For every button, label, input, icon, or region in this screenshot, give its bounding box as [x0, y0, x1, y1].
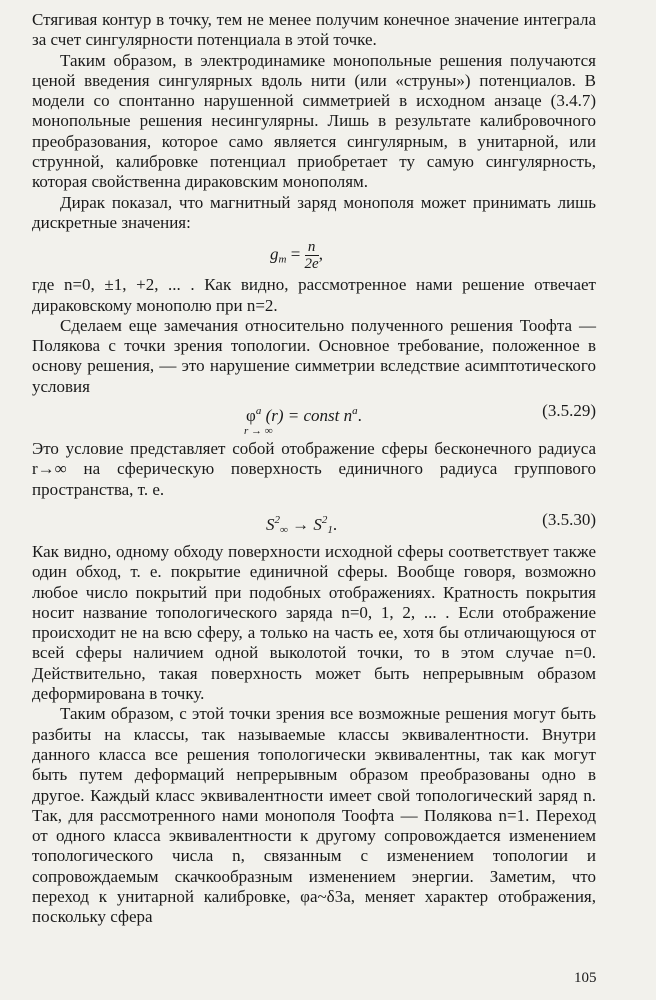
paragraph: где n=0, ±1, +2, ... . Как видно, рассмотренное нами решение отвечает дираковскому монополю при n=2. [32, 275, 596, 315]
eq-tail: . [332, 514, 338, 534]
denominator: 2e [304, 256, 319, 273]
paragraph: Как видно, одному обходу поверхности исходной сферы соответствует также один обход, т. е. покрытие единичной сферы. Вообще говоря, возможно любое число покрытий при подобных отображениях. Кратность покрытия носит название топологического заряда n=0, 1, 2, ... . Если отображение происходит не на всю сферу, а только на часть ее, хотя бы отличающуюся от всей сферы наличием одной выколотой точки, то в этом случае n=0. Действительно, такая поверхность может быть непрерывным образом деформирована в точку. [32, 541, 596, 704]
eq-symbol: g [270, 244, 279, 264]
eq-tail: . [357, 406, 362, 426]
eq-tail: , [318, 244, 323, 264]
equation-3-5-29 [32, 397, 596, 439]
eq-arrow: → [292, 514, 310, 534]
eq-superscript: a [352, 405, 358, 418]
eq-symbol: φ [246, 406, 256, 426]
eq-symbol: S [313, 514, 322, 534]
paragraph: Таким образом, с этой точки зрения все возможные решения могут быть разбиты на классы, так называемые классы эквивалентности. Внутри данного класса все решения топологически эквивалентны, так как могут быть путем деформаций непрерывным образом преобразованы одно в другое. Каждый класс эквивалентности имеет свой топологический заряд n. Так, для рассмотренного нами монополя Тоофта — Полякова n=1. Переход от одного класса эквивалентности к другому сопровождается изменением топологического числа n, связанным с изменением топологии и сопровождаемым скачкообразным изменением энергии. Заметим, что переход к унитарной калибровке, φa~δ3a, меняет характер отображения, поскольку сфера [32, 704, 596, 927]
eq-operator: = [290, 244, 301, 264]
paragraph: Дирак показал, что магнитный заряд монополя может принимать лишь дискретные значения: [32, 192, 596, 232]
paragraph: Это условие представляет собой отображение сферы бесконечного радиуса r→∞ на сферическую поверхность единичного радиуса группового пространства, т. е. [32, 439, 596, 499]
equation-number: (3.5.29) [542, 401, 596, 421]
fraction [305, 239, 319, 272]
eq-limit: r → ∞ [244, 425, 273, 438]
numerator: n [305, 239, 319, 256]
eq-superscript: 2 [274, 513, 280, 526]
page-number: 105 [574, 970, 597, 986]
eq-symbol: S [266, 514, 275, 534]
paragraph: Сделаем еще замечания относительно полученного решения Тоофта — Полякова с точки зрения топологии. Основное требование, положенное в основу решения, — это нарушение симметрии вследствие асимптотического условия [32, 315, 596, 396]
paragraph: Стягивая контур в точку, тем не менее получим конечное значение интеграла за счет сингулярности потенциала в этой точке. [32, 10, 596, 50]
eq-subscript: 1 [327, 523, 333, 536]
equation-number: (3.5.30) [542, 509, 596, 529]
body-text [32, 10, 596, 928]
eq-subscript: ∞ [280, 523, 288, 536]
equation-3-5-30 [32, 500, 596, 542]
paragraph: Таким образом, в электродинамике монопольные решения получаются ценой введения сингулярных вдоль нити (или «струны») потенциалов. В модели со спонтанно нарушенной симметрией в исходном анзаце (3.4.7) монопольные решения несингулярны. Лишь в результате калибровочного преобразования, которое само является сингулярным, в унитарной, или струнной, калибровке потенциал приобретает ту самую сингулярность, которая свойственна дираковским монополям. [32, 50, 596, 192]
eq-subscript: m [278, 253, 287, 266]
eq-superscript: 2 [321, 513, 328, 526]
eq-body: (r) = const n [265, 406, 353, 426]
eq-superscript: a [255, 405, 262, 418]
equation-gm [32, 233, 596, 275]
